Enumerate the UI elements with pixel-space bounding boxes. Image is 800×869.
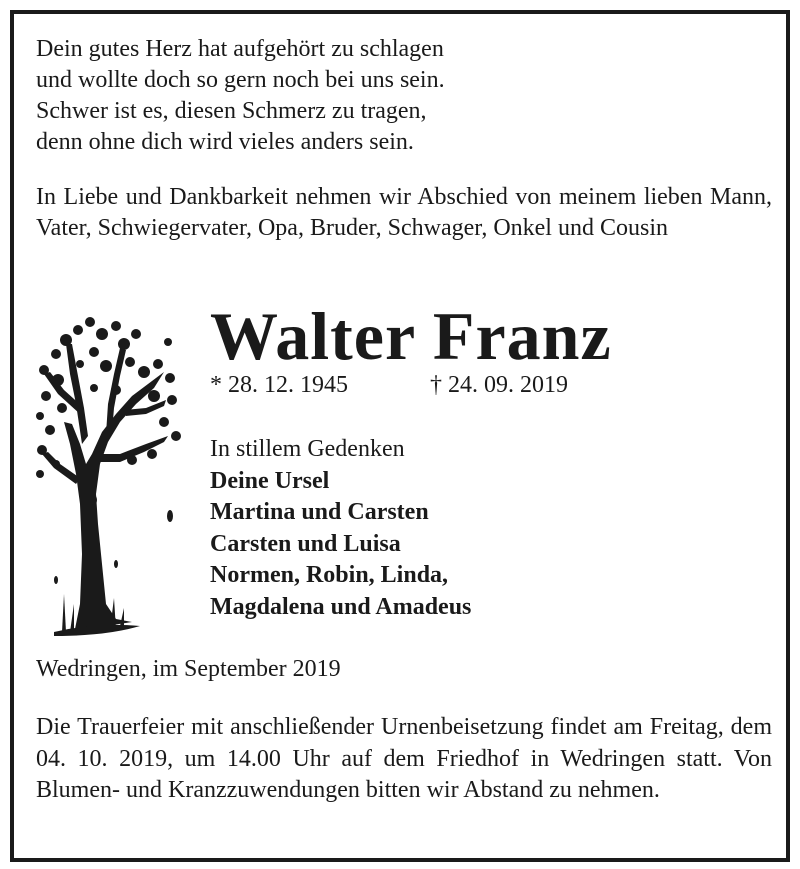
poem-line: Schwer ist es, diesen Schmerz zu tragen, [36,98,427,124]
obituary-notice [10,10,790,862]
mourner-name: Magdalena und Amadeus [210,593,472,620]
mourner-name: Deine Ursel [210,467,330,494]
mourner-name: Martina und Carsten [210,499,429,525]
poem-line: Dein gutes Herz hat aufgehört zu schlagen [36,36,444,62]
mourners-lead: In stillem Gedenken [210,436,405,462]
mourners [210,434,471,623]
birth-date: * 28. 12. 1945 [210,372,348,398]
tree-silhouette-icon [36,304,186,636]
place-date: Wedringen, im September 2019 [36,656,341,682]
poem-line: denn ohne dich wird vieles anders sein. [36,129,414,155]
life-dates [210,370,568,401]
death-date: † 24. 09. 2019 [430,372,568,398]
funeral-info: Die Trauerfeier mit anschließender Urnenbeisetzung findet am Freitag, dem 04. 10. 2019, um 14.00 Uhr auf dem Friedhof in Wedringen statt. Von Blumen- und Kranzzuwendungen bitten wir Abstand zu nehmen. [36,714,772,803]
mourner-name: Carsten und Luisa [210,530,401,557]
deceased-name: Walter Franz [210,298,612,374]
poem-line: und wollte doch so gern noch bei uns sein. [36,67,445,93]
poem [36,34,445,158]
intro-text: In Liebe und Dankbarkeit nehmen wir Abschied von meinem lieben Mann, Vater, Schwiegervater, Opa, Bruder, Schwager, Onkel und Cousin [36,184,772,241]
mourner-name: Normen, Robin, Linda, [210,562,449,588]
